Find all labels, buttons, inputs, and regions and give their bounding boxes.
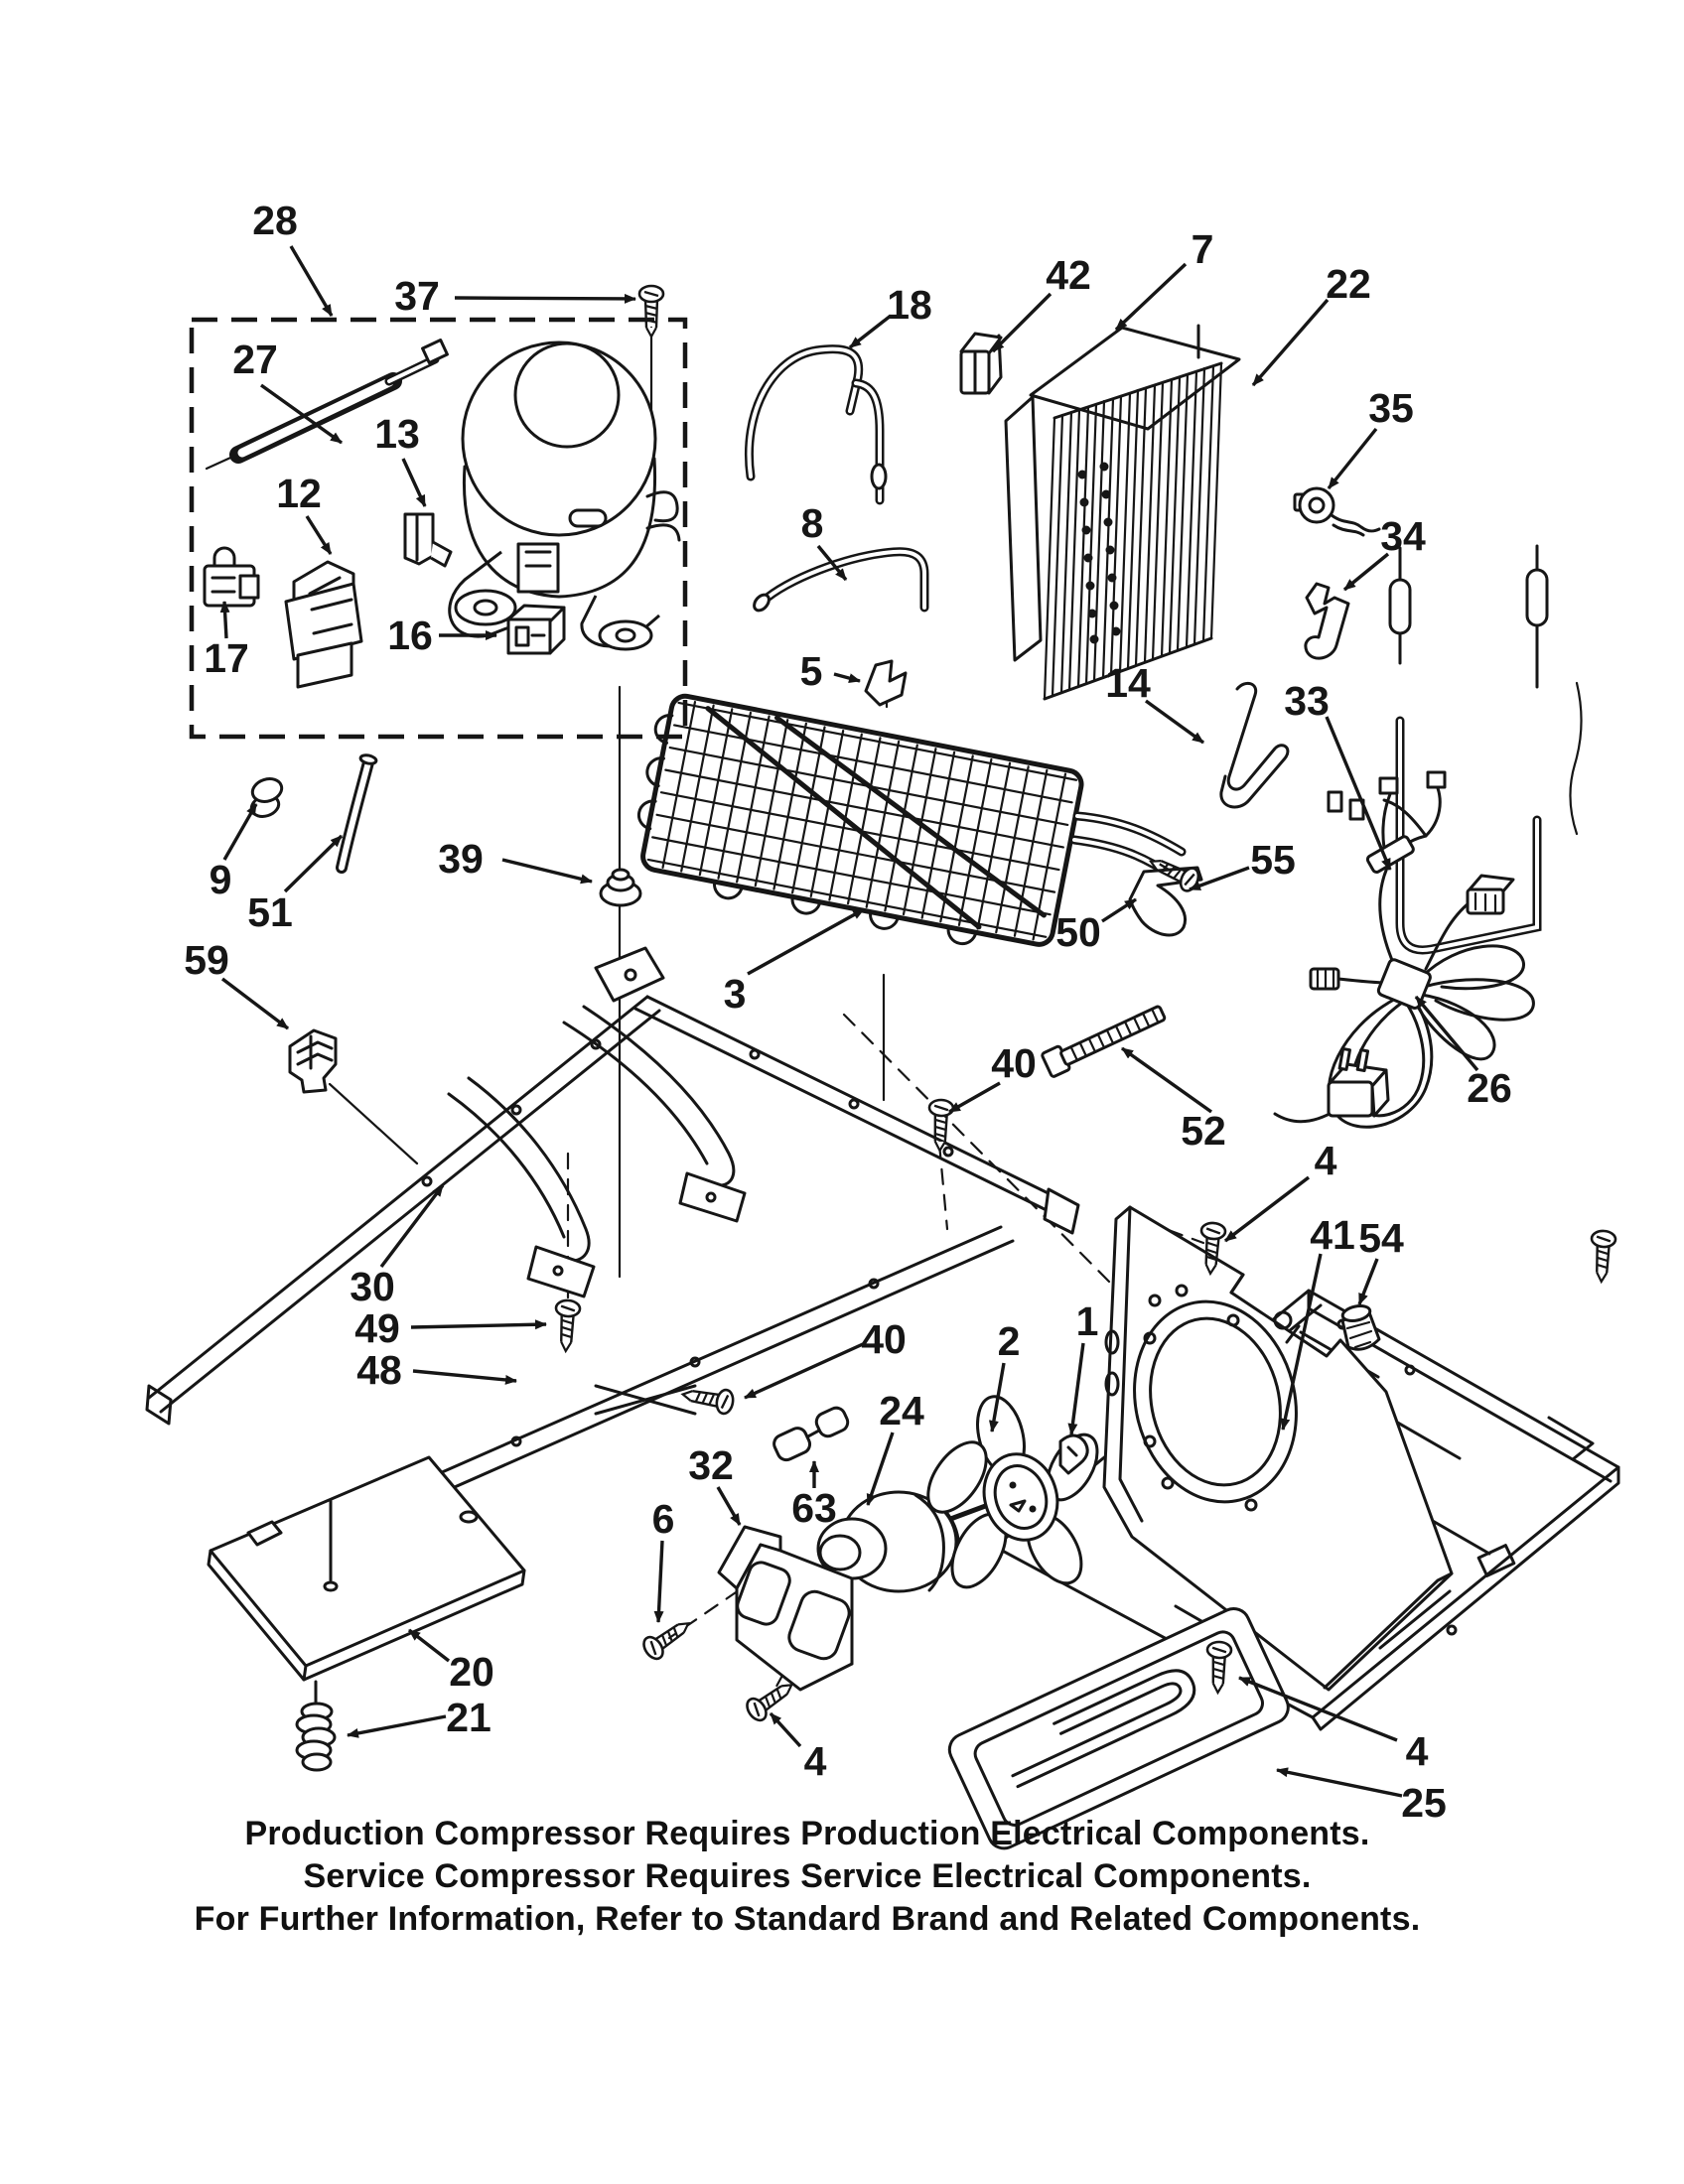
callout-label-4-bracket: 4 xyxy=(803,1738,827,1784)
callout-label-16: 16 xyxy=(387,613,433,658)
clip-5 xyxy=(866,661,906,705)
callout-label-9: 9 xyxy=(209,857,232,902)
bracket-50 xyxy=(1130,851,1201,935)
callout-label-30: 30 xyxy=(350,1264,395,1309)
callout-label-24: 24 xyxy=(879,1388,924,1433)
callout-label-4-shroud: 4 xyxy=(1314,1138,1337,1183)
callout-arrow-49 xyxy=(411,1324,546,1327)
cap-9 xyxy=(249,775,285,820)
callout-label-40-upper: 40 xyxy=(991,1040,1037,1086)
callout-label-21: 21 xyxy=(446,1695,491,1740)
grommet-39 xyxy=(601,870,640,905)
clip-13 xyxy=(405,514,451,566)
callout-arrow-5 xyxy=(834,674,860,681)
screw-37 xyxy=(639,286,663,337)
callout-label-1: 1 xyxy=(1075,1298,1099,1344)
callout-arrow-51 xyxy=(285,836,342,891)
callout-label-2: 2 xyxy=(997,1318,1021,1364)
thermostat-35 xyxy=(1295,488,1379,535)
callout-label-55: 55 xyxy=(1250,837,1296,883)
callout-arrow-14 xyxy=(1146,701,1203,743)
callout-arrow-6 xyxy=(658,1541,662,1622)
callout-label-54: 54 xyxy=(1358,1215,1404,1261)
clip-59 xyxy=(290,1030,336,1092)
callout-label-33: 33 xyxy=(1284,678,1330,724)
callout-arrow-52 xyxy=(1122,1048,1211,1112)
callout-label-49: 49 xyxy=(354,1305,400,1351)
callout-label-18: 18 xyxy=(887,282,932,328)
screw-4-right xyxy=(1590,1230,1616,1282)
callout-label-13: 13 xyxy=(374,411,420,457)
relay-16 xyxy=(508,606,564,653)
callout-arrow-1 xyxy=(1071,1343,1083,1434)
callout-label-5: 5 xyxy=(799,648,823,694)
callout-label-41: 41 xyxy=(1310,1212,1355,1258)
condenser-drawing xyxy=(1006,326,1239,699)
footer-line-3: For Further Information, Refer to Standard Brand and Related Components. xyxy=(194,1900,1421,1938)
screw-6 xyxy=(640,1614,696,1663)
callout-arrow-59 xyxy=(222,979,288,1028)
callout-arrow-50 xyxy=(1102,899,1136,921)
screw-40-upper xyxy=(928,1100,954,1152)
callout-label-6: 6 xyxy=(651,1496,675,1542)
tube-18 xyxy=(749,349,886,500)
callout-label-48: 48 xyxy=(356,1347,402,1393)
relay-12 xyxy=(286,562,361,687)
callout-arrow-4-shroud xyxy=(1225,1177,1309,1241)
callout-label-3: 3 xyxy=(723,971,747,1017)
callout-label-37: 37 xyxy=(394,273,440,319)
footer-line-2: Service Compressor Requires Service Electrical Components. xyxy=(303,1857,1312,1895)
callout-arrow-12 xyxy=(307,516,331,554)
callout-arrow-7 xyxy=(1116,264,1186,330)
callout-arrow-39 xyxy=(502,860,592,882)
screw-49 xyxy=(554,1299,581,1351)
callout-arrow-21 xyxy=(348,1716,446,1735)
clip-34 xyxy=(1306,584,1348,658)
evaporator-drawing xyxy=(627,692,1084,961)
callout-label-7: 7 xyxy=(1191,226,1214,272)
callout-label-59: 59 xyxy=(184,937,229,983)
callout-arrow-22 xyxy=(1253,300,1328,385)
callout-label-25: 25 xyxy=(1401,1780,1447,1826)
callout-label-40-lower: 40 xyxy=(861,1316,907,1362)
callout-label-26: 26 xyxy=(1467,1065,1512,1111)
callout-label-34: 34 xyxy=(1380,513,1426,559)
callout-arrow-32 xyxy=(718,1487,740,1525)
callout-label-63: 63 xyxy=(791,1485,837,1531)
callout-arrow-28 xyxy=(291,246,332,316)
callout-arrow-34 xyxy=(1344,554,1388,590)
frame-rails xyxy=(147,948,1078,1535)
callout-label-8: 8 xyxy=(800,500,824,546)
footer-line-1: Production Compressor Requires Production Electrical Components. xyxy=(244,1815,1370,1852)
callout-arrow-54 xyxy=(1359,1259,1377,1304)
callout-arrow-35 xyxy=(1329,429,1376,488)
overload-17 xyxy=(205,548,258,606)
coupler-63 xyxy=(771,1405,853,1462)
callout-label-51: 51 xyxy=(247,889,293,935)
callout-label-28: 28 xyxy=(252,198,298,243)
callout-label-12: 12 xyxy=(276,471,322,516)
compressor-drawing xyxy=(450,342,679,649)
callout-arrow-18 xyxy=(850,316,891,347)
callout-arrow-42 xyxy=(993,294,1051,351)
callout-arrow-9 xyxy=(224,804,256,860)
callout-arrow-25 xyxy=(1277,1770,1402,1796)
callout-label-17: 17 xyxy=(204,635,249,681)
tube-51 xyxy=(342,753,377,868)
callout-label-22: 22 xyxy=(1326,261,1371,307)
callout-arrow-48 xyxy=(413,1371,516,1381)
callout-label-27: 27 xyxy=(232,337,278,382)
callout-label-4-basepan: 4 xyxy=(1405,1728,1429,1774)
callout-label-39: 39 xyxy=(438,836,484,882)
callout-label-32: 32 xyxy=(688,1442,734,1488)
callout-label-20: 20 xyxy=(449,1649,494,1695)
callout-arrow-4-bracket xyxy=(771,1713,800,1746)
clip-42 xyxy=(961,334,1001,393)
callout-arrow-40-upper xyxy=(949,1083,1000,1112)
callout-label-42: 42 xyxy=(1046,252,1091,298)
callout-label-14: 14 xyxy=(1105,660,1151,706)
wire-bracket-14 xyxy=(1221,683,1288,807)
callout-label-52: 52 xyxy=(1181,1108,1226,1154)
callout-arrow-13 xyxy=(403,459,425,506)
callout-arrow-3 xyxy=(748,909,864,974)
footer-note xyxy=(0,1813,1614,1941)
callout-label-35: 35 xyxy=(1368,385,1414,431)
callout-arrow-17 xyxy=(224,602,226,638)
callout-arrow-37 xyxy=(455,298,635,299)
callout-label-50: 50 xyxy=(1055,909,1101,955)
wire-nut-54 xyxy=(1341,1303,1379,1349)
tube-8 xyxy=(752,552,924,614)
callout-arrow-20 xyxy=(409,1630,449,1661)
grommet-21 xyxy=(297,1704,335,1770)
